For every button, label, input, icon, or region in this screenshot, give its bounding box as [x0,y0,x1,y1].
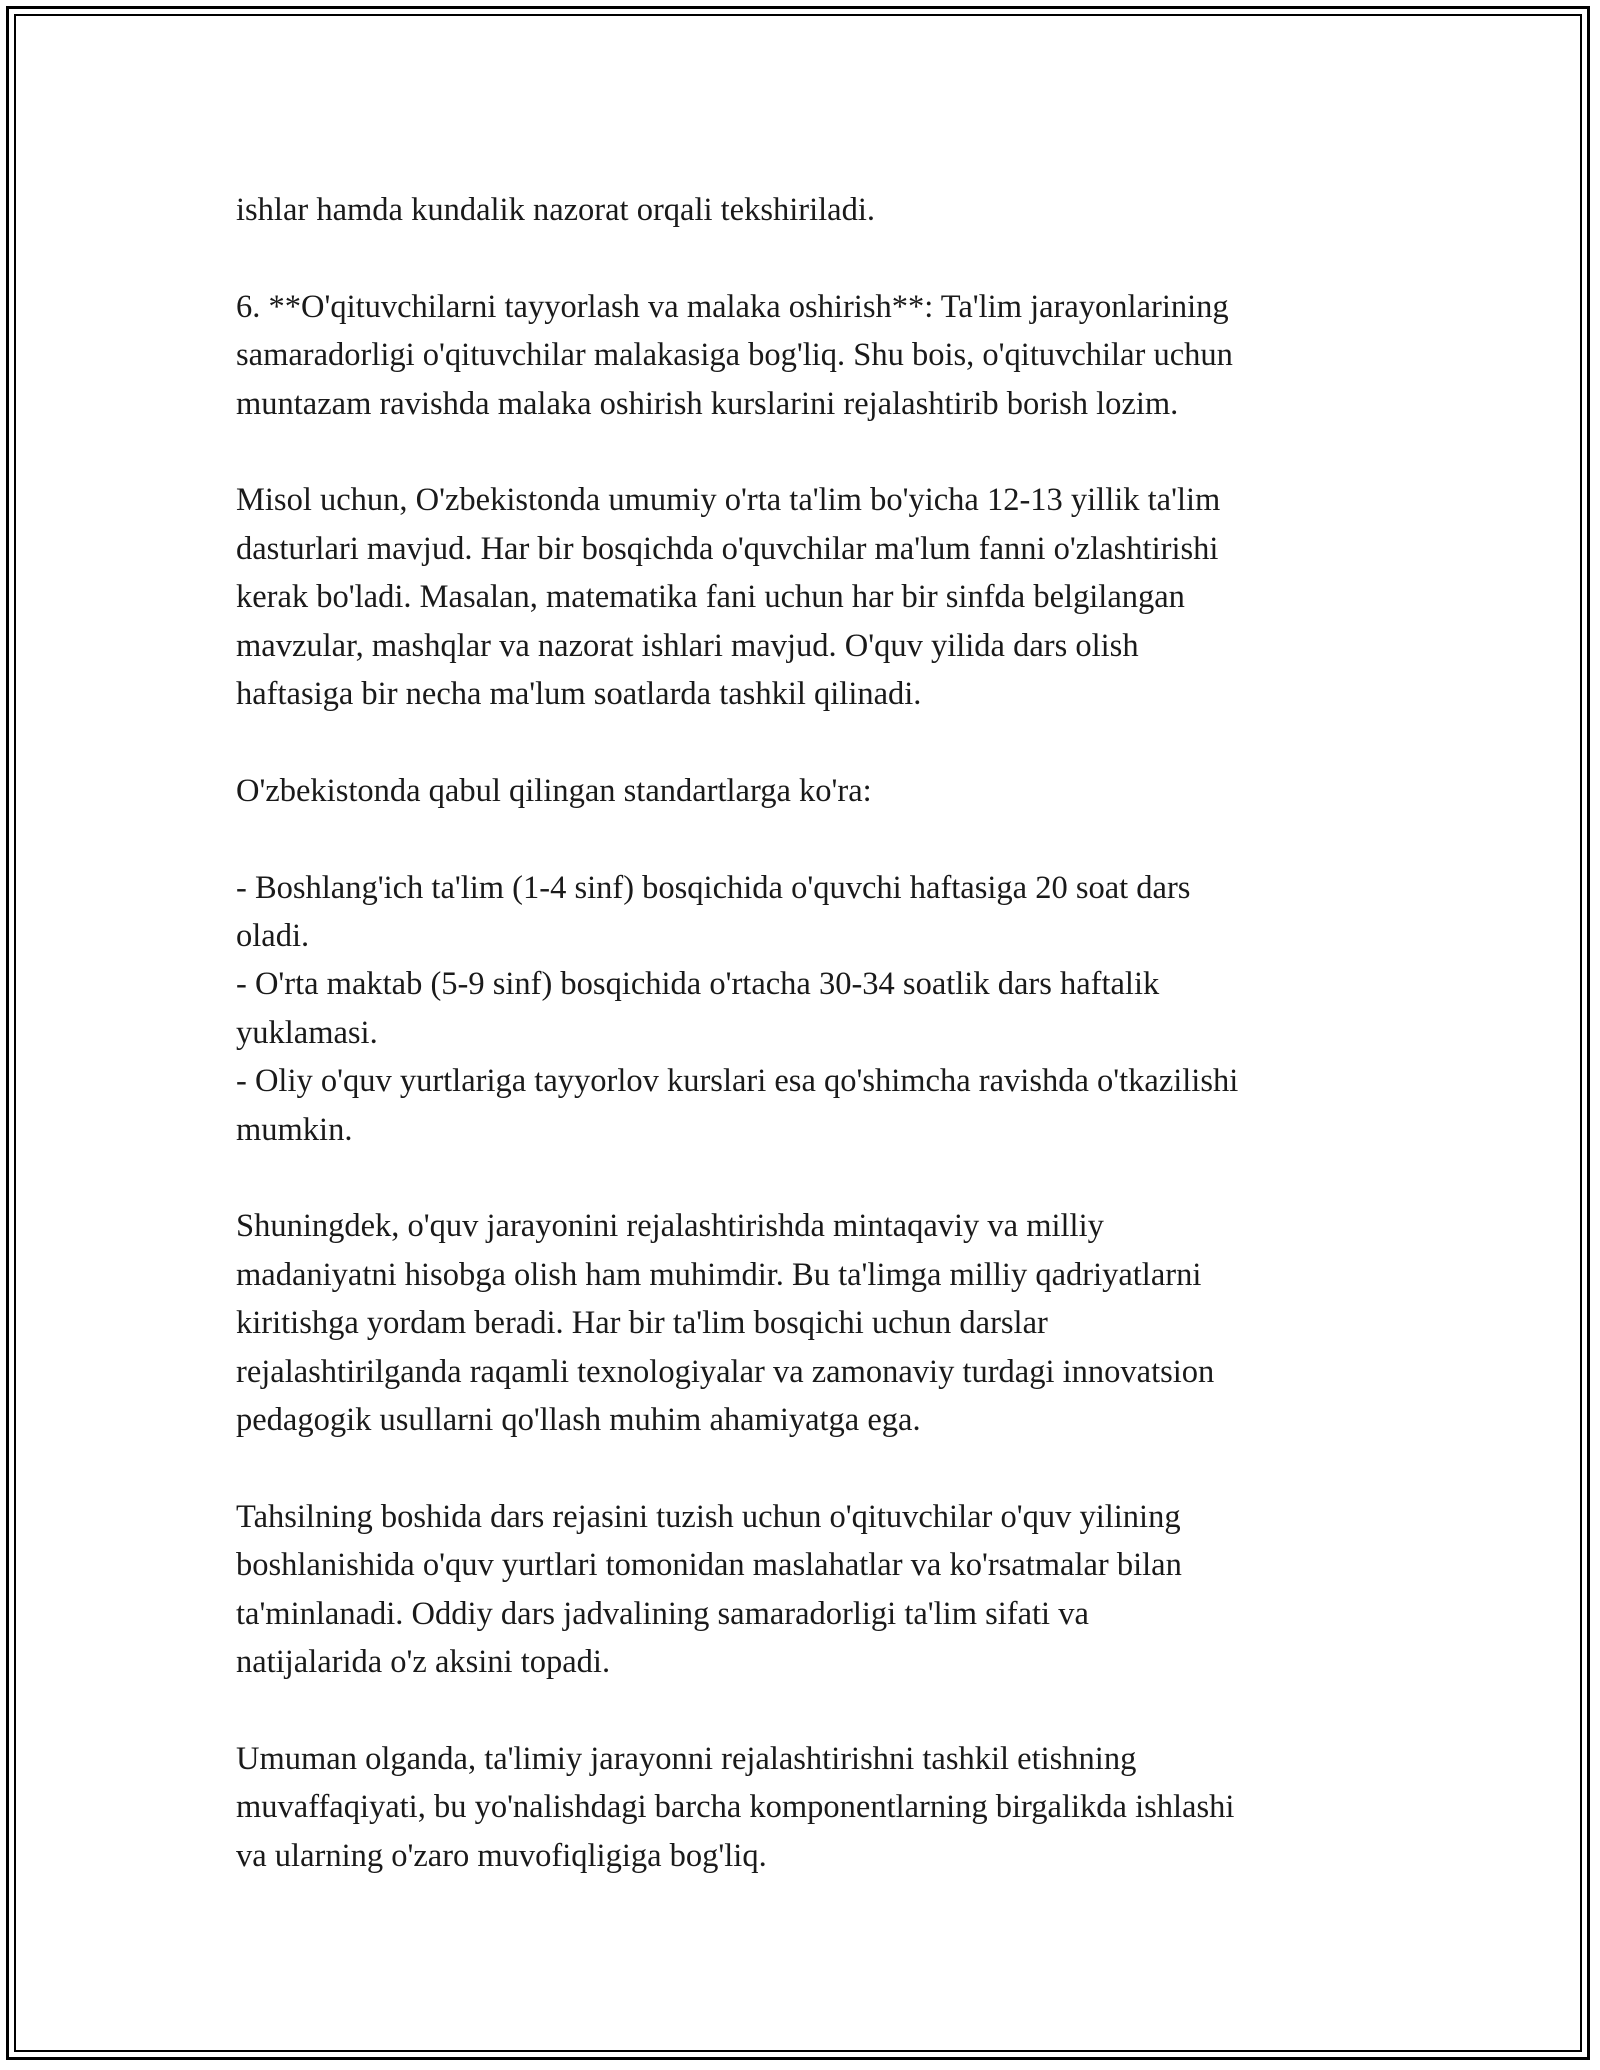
text-line: kiritishga yordam beradi. Har bir ta'lim bosqichi uchun darslar [236,1305,1048,1342]
text-line: yuklamasi. [236,1014,378,1051]
paragraph-regional-culture [236,1202,1396,1444]
text-line: kerak bo'ladi. Masalan, matematika fani uchun har bir sinfda belgilangan [236,579,1185,616]
text-line: - O'rta maktab (5-9 sinf) bosqichida o'rtacha 30-34 soatlik dars haftalik [236,966,1160,1003]
text-line: muvaffaqiyati, bu yo'nalishdagi barcha komponentlarning birgalikda ishlashi [236,1789,1235,1826]
standards-list [236,864,1396,1154]
text-line: rejalashtirilganda raqamli texnologiyalar va zamonaviy turdagi innovatsion [236,1353,1215,1390]
text-line: ta'minlanadi. Oddiy dars jadvalining samaradorligi ta'lim sifati va [236,1595,1089,1632]
text-line: ishlar hamda kundalik nazorat orqali tekshiriladi. [236,192,875,228]
text-line: mumkin. [236,1111,353,1148]
list-item [236,864,1396,961]
text-line: Shuningdek, o'quv jarayonini rejalashtirishda mintaqaviy va milliy [236,1208,1104,1245]
text-line: samaradorligi o'qituvchilar malakasiga bog'liq. Shu bois, o'qituvchilar uchun [236,337,1233,374]
text-line: boshlanishida o'quv yurtlari tomonidan maslahatlar va ko'rsatmalar bilan [236,1547,1182,1584]
text-line: 6. **O'qituvchilarni tayyorlash va malaka oshirish**: Ta'lim jarayonlarining [236,288,1229,325]
paragraph-lesson-plan [236,1493,1396,1687]
text-line: haftasiga bir necha ma'lum soatlarda tashkil qilinadi. [236,676,922,713]
text-line: va ularning o'zaro muvofiqligiga bog'liq. [236,1837,767,1874]
text-line: mavzular, mashqlar va nazorat ishlari mavjud. O'quv yilida dars olish [236,627,1139,664]
paragraph-teacher-training [236,283,1396,428]
text-line: Tahsilning boshida dars rejasini tuzish uchun o'qituvchilar o'quv yilining [236,1498,1181,1535]
text-line: oladi. [236,918,310,955]
text-line: pedagogik usullarni qo'llash muhim ahamiyatga ega. [236,1402,921,1439]
paragraph-conclusion [236,1735,1396,1880]
text-line: - Oliy o'quv yurtlariga tayyorlov kurslari esa qo'shimcha ravishda o'tkazilishi [236,1063,1239,1100]
paragraph-standards-intro [236,767,1396,815]
text-line: Umuman olganda, ta'limiy jarayonni rejalashtirishni tashkil etishning [236,1740,1137,1777]
list-item [236,960,1396,1057]
list-item [236,1057,1396,1154]
text-line: - Boshlang'ich ta'lim (1-4 sinf) bosqichida o'quvchi haftasiga 20 soat dars [236,869,1191,906]
paragraph-example [236,476,1396,718]
paragraph-continuation [236,186,1396,234]
text-line: muntazam ravishda malaka oshirish kurslarini rejalashtirib borish lozim. [236,385,1179,422]
text-line: O'zbekistonda qabul qilingan standartlarga ko'ra: [236,772,872,809]
text-line: madaniyatni hisobga olish ham muhimdir. Bu ta'limga milliy qadriyatlarni [236,1256,1202,1293]
text-line: dasturlari mavjud. Har bir bosqichda o'quvchilar ma'lum fanni o'zlashtirishi [236,530,1219,567]
text-line: natijalarida o'z aksini topadi. [236,1644,611,1681]
document-body [236,186,1396,1880]
text-line: Misol uchun, O'zbekistonda umumiy o'rta ta'lim bo'yicha 12-13 yillik ta'lim [236,482,1221,519]
